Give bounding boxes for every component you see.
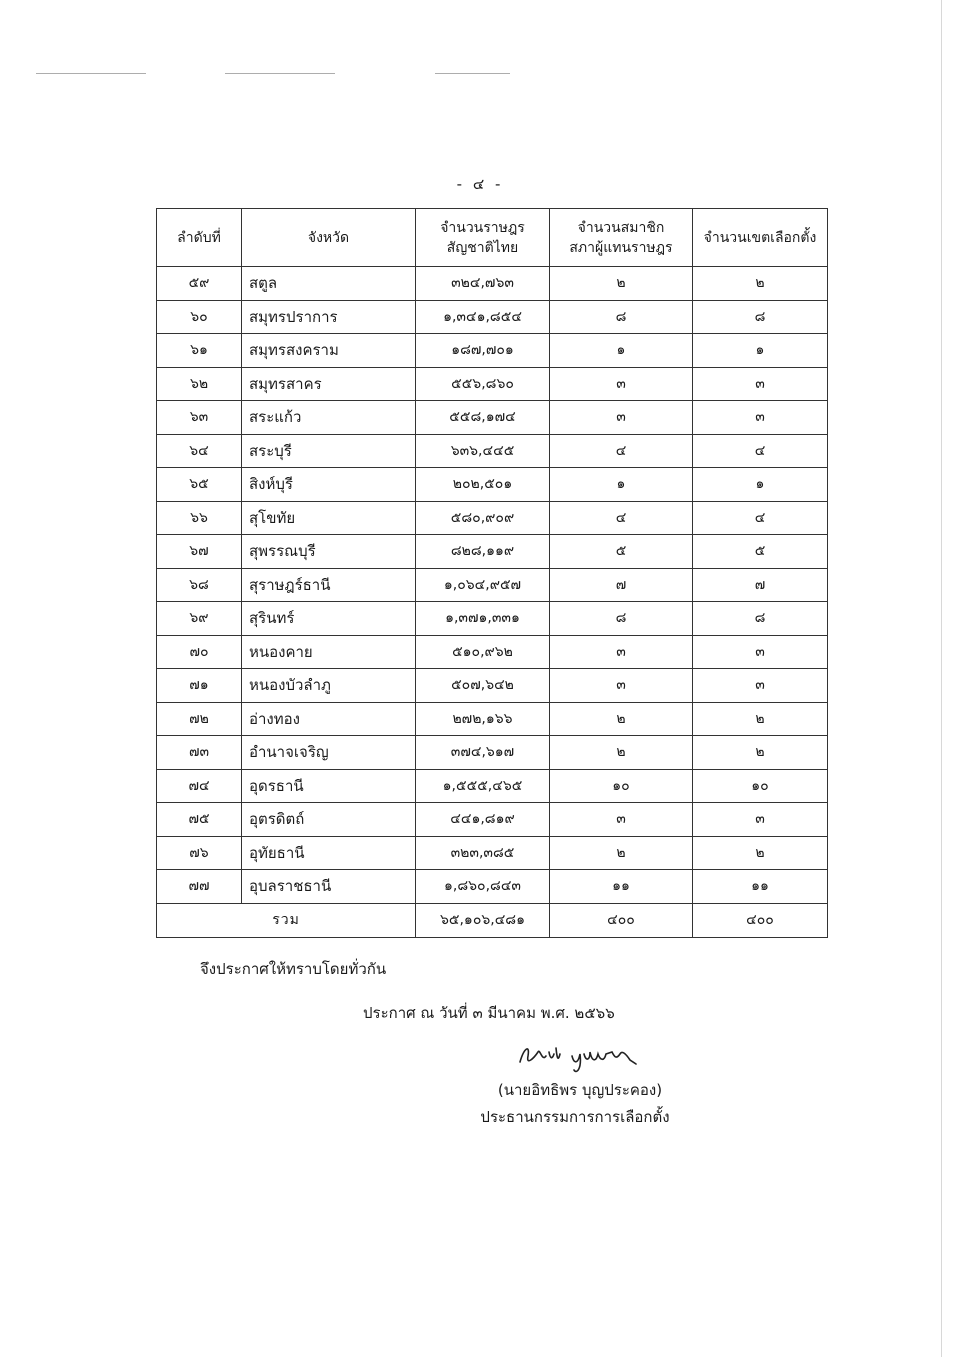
row-population: ๕๘๐,๙๐๙ (416, 501, 550, 535)
header-members-line1: จำนวนสมาชิก (577, 219, 665, 236)
total-label: รวม (157, 903, 416, 937)
row-population: ๒๐๒,๕๐๑ (416, 468, 550, 502)
row-order: ๖๕ (157, 468, 242, 502)
table-row (157, 434, 828, 468)
page-edge (941, 0, 942, 1357)
table-row (157, 334, 828, 368)
province-table (156, 208, 828, 938)
row-districts: ๓ (693, 803, 828, 837)
row-province: สุโขทัย (242, 501, 416, 535)
table-row (157, 535, 828, 569)
row-districts: ๗ (693, 568, 828, 602)
row-members: ๗ (550, 568, 693, 602)
row-members: ๓ (550, 367, 693, 401)
row-province: สตูล (242, 267, 416, 301)
total-districts: ๔๐๐ (693, 903, 828, 937)
header-districts: จำนวนเขตเลือกตั้ง (693, 209, 828, 267)
row-districts: ๑ (693, 334, 828, 368)
row-population: ๓๒๔,๗๖๓ (416, 267, 550, 301)
signer-title: ประธานกรรมการการเลือกตั้ง (480, 1108, 670, 1126)
row-order: ๖๘ (157, 568, 242, 602)
row-province: อุดรธานี (242, 769, 416, 803)
total-members: ๔๐๐ (550, 903, 693, 937)
table-row (157, 568, 828, 602)
row-province: สมุทรปราการ (242, 300, 416, 334)
row-members: ๔ (550, 434, 693, 468)
row-order: ๖๖ (157, 501, 242, 535)
header-members-line2: สภาผู้แทนราษฎร (569, 239, 673, 256)
page-number: - ๔ - (456, 175, 504, 193)
table-row (157, 836, 828, 870)
table-header-row (157, 209, 828, 267)
row-order: ๗๐ (157, 635, 242, 669)
table-row (157, 803, 828, 837)
table-row (157, 602, 828, 636)
row-order: ๖๔ (157, 434, 242, 468)
table-row (157, 669, 828, 703)
row-population: ๕๐๗,๖๔๒ (416, 669, 550, 703)
row-population: ๓๒๓,๓๘๕ (416, 836, 550, 870)
row-province: สุราษฎร์ธานี (242, 568, 416, 602)
row-members: ๒ (550, 736, 693, 770)
row-districts: ๒ (693, 736, 828, 770)
row-districts: ๑ (693, 468, 828, 502)
row-members: ๒ (550, 702, 693, 736)
row-members: ๘ (550, 300, 693, 334)
row-population: ๒๗๒,๑๖๖ (416, 702, 550, 736)
announcement-date: ประกาศ ณ วันที่ ๓ มีนาคม พ.ศ. ๒๕๖๖ (363, 1004, 615, 1022)
header-population (416, 209, 550, 267)
row-districts: ๒ (693, 267, 828, 301)
announcement-text: จึงประกาศให้ทราบโดยทั่วกัน (200, 960, 387, 978)
row-province: สระบุรี (242, 434, 416, 468)
row-province: อุบลราชธานี (242, 870, 416, 904)
scan-artifact-line (36, 73, 146, 74)
row-districts: ๔ (693, 501, 828, 535)
row-members: ๕ (550, 535, 693, 569)
table-body (157, 267, 828, 904)
row-members: ๑๐ (550, 769, 693, 803)
row-population: ๑๘๗,๗๐๑ (416, 334, 550, 368)
row-districts: ๒ (693, 836, 828, 870)
row-order: ๕๙ (157, 267, 242, 301)
row-districts: ๓ (693, 367, 828, 401)
row-members: ๘ (550, 602, 693, 636)
row-order: ๖๑ (157, 334, 242, 368)
row-order: ๗๔ (157, 769, 242, 803)
row-order: ๗๖ (157, 836, 242, 870)
table-row (157, 736, 828, 770)
table-row (157, 468, 828, 502)
row-order: ๖๓ (157, 401, 242, 435)
row-province: สมุทรสงคราม (242, 334, 416, 368)
table-row (157, 267, 828, 301)
total-row (157, 903, 828, 937)
table-row (157, 870, 828, 904)
row-province: สุพรรณบุรี (242, 535, 416, 569)
row-members: ๑๑ (550, 870, 693, 904)
row-members: ๓ (550, 635, 693, 669)
scan-artifact-line (435, 73, 510, 74)
row-order: ๖๗ (157, 535, 242, 569)
row-province: อุตรดิตถ์ (242, 803, 416, 837)
row-members: ๓ (550, 803, 693, 837)
header-province: จังหวัด (242, 209, 416, 267)
row-members: ๓ (550, 401, 693, 435)
row-population: ๑,๓๔๑,๘๕๔ (416, 300, 550, 334)
row-members: ๒ (550, 267, 693, 301)
row-province: สระแก้ว (242, 401, 416, 435)
row-members: ๒ (550, 836, 693, 870)
row-members: ๑ (550, 334, 693, 368)
row-districts: ๕ (693, 535, 828, 569)
row-province: หนองบัวลำภู (242, 669, 416, 703)
table-row (157, 501, 828, 535)
row-population: ๕๕๘,๑๗๔ (416, 401, 550, 435)
row-order: ๗๗ (157, 870, 242, 904)
table-row (157, 367, 828, 401)
row-districts: ๘ (693, 602, 828, 636)
row-members: ๑ (550, 468, 693, 502)
row-population: ๓๗๔,๖๑๗ (416, 736, 550, 770)
row-districts: ๓ (693, 669, 828, 703)
row-districts: ๔ (693, 434, 828, 468)
table-row (157, 769, 828, 803)
total-population: ๖๕,๑๐๖,๔๘๑ (416, 903, 550, 937)
row-province: อ่างทอง (242, 702, 416, 736)
row-province: อุทัยธานี (242, 836, 416, 870)
row-province: สุรินทร์ (242, 602, 416, 636)
row-population: ๔๔๑,๘๑๙ (416, 803, 550, 837)
row-province: สมุทรสาคร (242, 367, 416, 401)
row-order: ๖๐ (157, 300, 242, 334)
row-population: ๑,๘๖๐,๘๔๓ (416, 870, 550, 904)
header-members (550, 209, 693, 267)
scan-artifact-line (225, 73, 335, 74)
row-districts: ๓ (693, 635, 828, 669)
row-districts: ๑๐ (693, 769, 828, 803)
row-population: ๖๓๖,๔๔๕ (416, 434, 550, 468)
row-population: ๑,๕๕๕,๔๖๕ (416, 769, 550, 803)
header-population-line2: สัญชาติไทย (446, 239, 519, 256)
header-order: ลำดับที่ (157, 209, 242, 267)
row-order: ๖๙ (157, 602, 242, 636)
row-order: ๗๓ (157, 736, 242, 770)
table-row (157, 702, 828, 736)
row-province: หนองคาย (242, 635, 416, 669)
row-order: ๗๕ (157, 803, 242, 837)
row-population: ๕๑๐,๙๖๒ (416, 635, 550, 669)
row-order: ๖๒ (157, 367, 242, 401)
row-members: ๔ (550, 501, 693, 535)
row-population: ๕๕๖,๘๖๐ (416, 367, 550, 401)
row-province: สิงห์บุรี (242, 468, 416, 502)
row-population: ๑,๐๖๔,๙๕๗ (416, 568, 550, 602)
row-population: ๑,๓๗๑,๓๓๑ (416, 602, 550, 636)
row-districts: ๑๑ (693, 870, 828, 904)
row-population: ๘๒๘,๑๑๙ (416, 535, 550, 569)
table-row (157, 401, 828, 435)
row-members: ๓ (550, 669, 693, 703)
row-districts: ๒ (693, 702, 828, 736)
signature-image (516, 1040, 640, 1074)
row-order: ๗๒ (157, 702, 242, 736)
table-row (157, 635, 828, 669)
signer-name: (นายอิทธิพร บุญประคอง) (497, 1081, 663, 1099)
table-row (157, 300, 828, 334)
row-order: ๗๑ (157, 669, 242, 703)
row-districts: ๓ (693, 401, 828, 435)
row-province: อำนาจเจริญ (242, 736, 416, 770)
row-districts: ๘ (693, 300, 828, 334)
header-population-line1: จำนวนราษฎร (440, 219, 525, 236)
